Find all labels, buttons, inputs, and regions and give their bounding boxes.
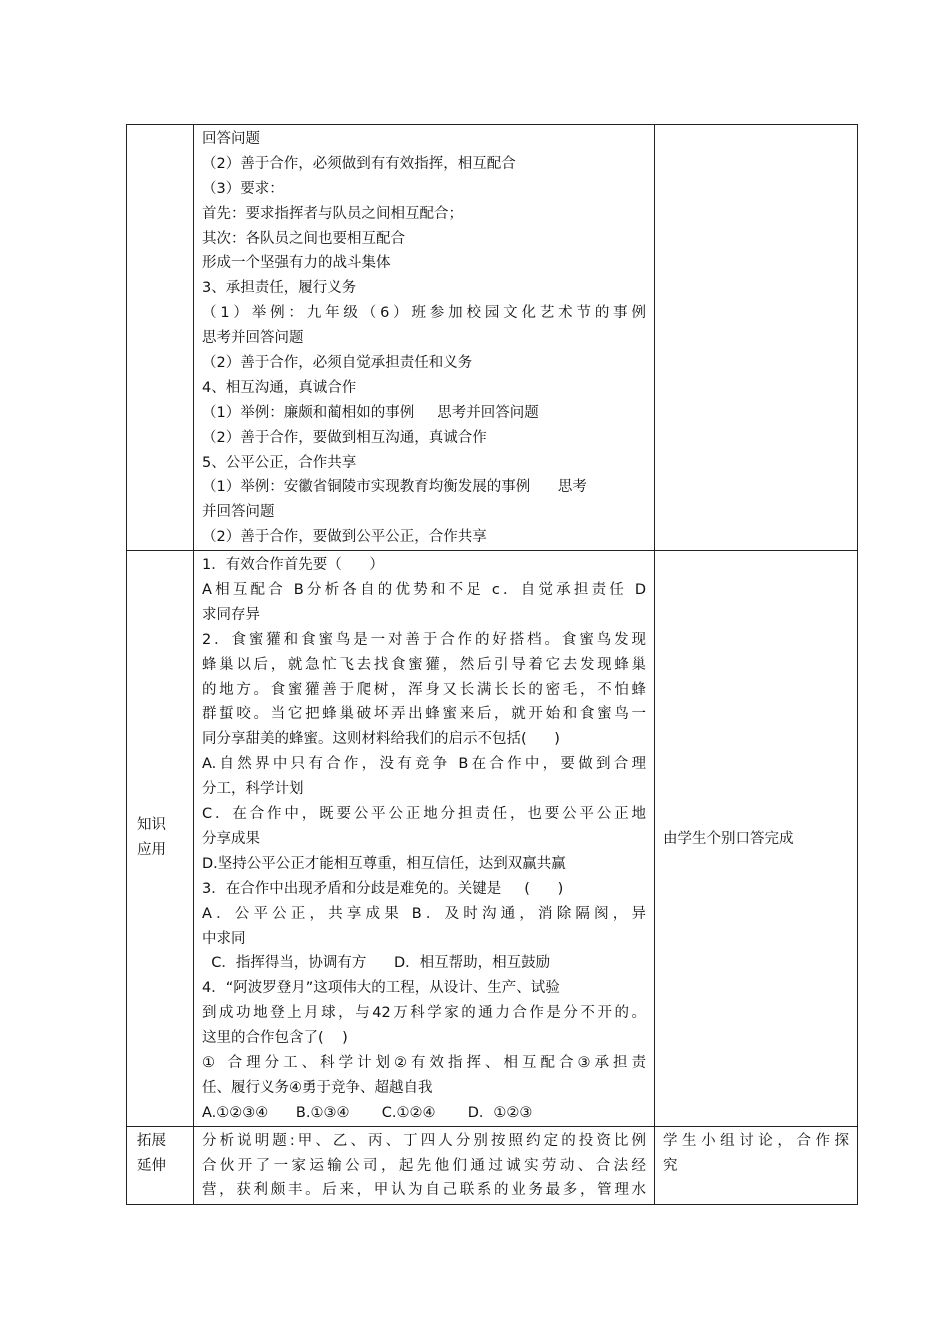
content-line: （1）举例：安徽省铜陵市实现教育均衡发展的事例 思考: [202, 479, 587, 496]
section-label-cell: [127, 125, 194, 551]
content-line: 4、相互沟通，真诚合作: [202, 379, 357, 396]
content-line: 3．在合作中出现矛盾和分歧是难免的。关键是 ( ): [202, 880, 564, 897]
content-line: 同分享甜美的蜂蜜。这则材料给我们的启示不包括( ): [202, 731, 560, 748]
content-cell: [194, 551, 655, 1126]
section-label-cell: [127, 551, 194, 1126]
content-line: （2）善于合作，必须做到有有效指挥，相互配合: [202, 155, 516, 172]
content-line: 2．食蜜獾和食蜜鸟是一对善于合作的好搭档。食蜜鸟发现: [202, 631, 646, 648]
content-line: 分享成果: [202, 830, 260, 847]
content-line: 分析说明题:甲、乙、丙、丁四人分别按照约定的投资比例: [202, 1132, 646, 1149]
teaching-note: 由学生个别口答完成: [663, 830, 794, 847]
content-line: （2）善于合作，必须自觉承担责任和义务: [202, 355, 473, 372]
content-line: （1）举例：九年级（6）班参加校园文化艺术节的事例: [202, 305, 646, 322]
section-label: 拓展 延伸: [137, 1132, 166, 1174]
content-cell: [194, 125, 655, 551]
content-line: （3）要求：: [202, 180, 284, 197]
notes-cell: [655, 125, 858, 551]
teaching-note-line: 学生小组讨论，合作探: [663, 1132, 849, 1149]
content-line: 到成功地登上月球，与42万科学家的通力合作是分不开的。: [202, 1005, 646, 1022]
content-line: 形成一个坚强有力的战斗集体: [202, 255, 391, 272]
content-line: （2）善于合作，要做到公平公正，合作共享: [202, 529, 487, 546]
notes-cell: [655, 551, 858, 1126]
content-line: 群蜇咬。当它把蜂巢破坏弄出蜂蜜来后，就开始和食蜜鸟一: [202, 706, 646, 723]
content-line: C．在合作中，既要公平公正地分担责任，也要公平公正地: [202, 806, 646, 823]
content-line: 蜂巢以后，就急忙飞去找食蜜獾，然后引导着它去发现蜂巢: [202, 656, 646, 673]
teaching-note-line: 究: [663, 1157, 678, 1174]
content-line: ① 合理分工、科学计划②有效指挥、相互配合③承担责: [202, 1054, 646, 1071]
content-line: 求同存异: [202, 606, 260, 623]
content-line: 任、履行义务④勇于竞争、超越自我: [202, 1079, 433, 1096]
content-line: 并回答问题: [202, 504, 275, 521]
teaching-note: [655, 1127, 857, 1179]
content-line: 3、承担责任，履行义务: [202, 280, 357, 297]
table-row: [127, 551, 858, 1126]
content-line: 这里的合作包含了( ): [202, 1030, 348, 1047]
content-line: 1．有效合作首先要（ ）: [202, 557, 384, 574]
content-line: 的地方。食蜜獾善于爬树，浑身又长满长长的密毛，不怕蜂: [202, 681, 646, 698]
section-label-cell: [127, 1126, 194, 1204]
content-line: 其次：各队员之间也要相互配合: [202, 230, 405, 247]
content-line: A相互配合 B分析各自的优势和不足 c．自觉承担责任 D: [202, 582, 646, 599]
content-line: （2）善于合作，要做到相互沟通，真诚合作: [202, 429, 487, 446]
content-line: 思考并回答问题: [202, 330, 304, 347]
section-label: 知识 应用: [137, 817, 166, 859]
content-line: D.坚持公平公正才能相互尊重，相互信任，达到双赢共赢: [202, 855, 566, 872]
content-line: 营，获利颇丰。后来，甲认为自己联系的业务最多，管理水: [202, 1182, 646, 1199]
notes-cell: [655, 1126, 858, 1204]
content-line: 5、公平公正，合作共享: [202, 454, 357, 471]
content-line: C．指挥得当，协调有方 D．相互帮助，相互鼓励: [202, 955, 551, 972]
content-line: 回答问题: [202, 131, 260, 147]
content-cell: [194, 1126, 655, 1204]
lesson-plan-table: [126, 124, 858, 1205]
content-line: （1）举例：廉颇和蔺相如的事例 思考并回答问题: [202, 404, 539, 421]
content-line: 分工，科学计划: [202, 781, 304, 798]
table-row: [127, 125, 858, 551]
content-line: A．公平公正，共享成果 B．及时沟通，消除隔阂，异: [202, 905, 646, 922]
content-line: 首先：要求指挥者与队员之间相互配合；: [202, 205, 463, 222]
content-line: 中求同: [202, 930, 246, 947]
table-row: [127, 1126, 858, 1204]
content-lines: [194, 1127, 654, 1204]
content-line: 4．“阿波罗登月”这项伟大的工程，从设计、生产、试验: [202, 980, 560, 997]
content-line: 合伙开了一家运输公司，起先他们通过诚实劳动、合法经: [202, 1157, 646, 1174]
content-lines: [194, 125, 654, 550]
content-line: A.自然界中只有合作，没有竞争 B在合作中，要做到合理: [202, 756, 646, 773]
content-line: A.①②③④ B.①③④ C.①②④ D．①②③: [202, 1104, 533, 1121]
content-lines: [194, 551, 654, 1125]
